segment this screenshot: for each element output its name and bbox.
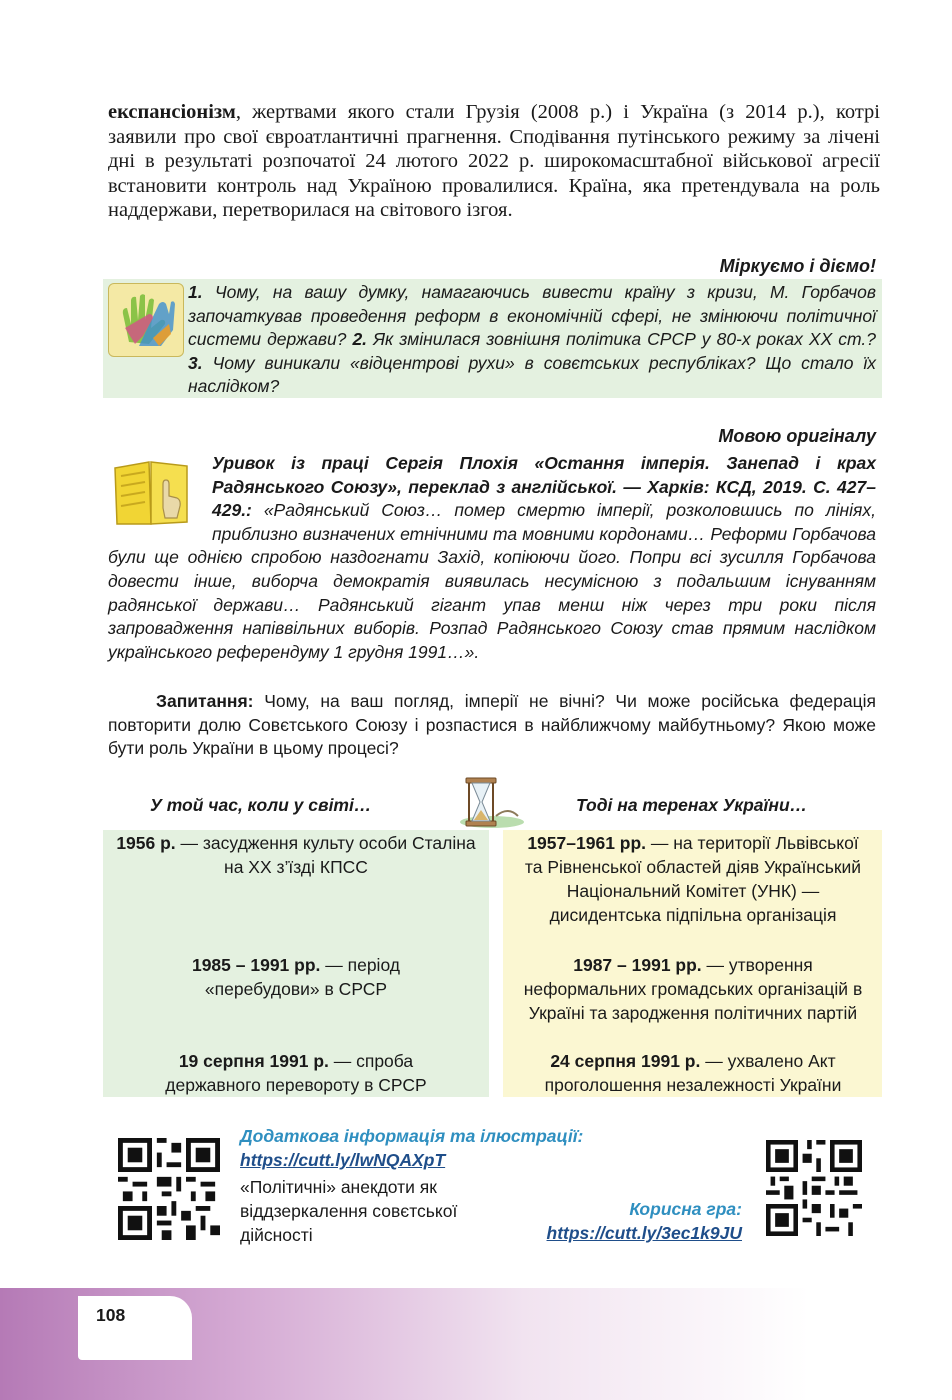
qr-code-icon[interactable]: [118, 1138, 220, 1240]
ukraine-event-date: 24 серпня 1991 р.: [550, 1051, 701, 1071]
question-text: Чому, на ваш погляд, імперії не вічні? Чи може російська федерація повторити долю Совєтського Союзу і розпастися в найближчому майбутньому? Якою може бути роль України в цьому процесі?: [108, 691, 876, 759]
original-quote: [108, 452, 876, 664]
game-title: Корисна гра:: [629, 1199, 742, 1219]
ukraine-event-date: 1957–1961 рр.: [527, 833, 647, 853]
q1-text: Чому, на вашу думку, намагаючись вивести країну з кризи, М. Горбачов започаткував проведення реформ в економічній сфері, не змінюючи політичної системи держави?: [188, 282, 876, 349]
world-event-date: 1956 р.: [116, 833, 176, 853]
intro-paragraph: [108, 100, 880, 223]
world-event-text: — період «перебудови» в СРСР: [204, 955, 401, 999]
info-title: Додаткова інформація та ілюстрації:: [240, 1126, 584, 1146]
ukraine-event: [518, 831, 868, 927]
original-source: Уривок із праці Сергія Плохія «Остання імперія. Занепад і крах Радянського Союзу», переклад з англійської. — Харків: КСД, 2019. С. 427–429.:: [212, 453, 876, 521]
world-event: [130, 1049, 462, 1097]
ukraine-event: [510, 1049, 876, 1097]
page-number: 108: [96, 1305, 126, 1325]
original-quote-text: «Радянський Союз… помер смертю імперії, розколовшись по лініях, приблизно визначених етнічними та мовними кордонами… Реформи Горбачова були ще однією спробою наздогнати Захід, копіюючи його. Попри всі зусилля Горбачова довести інше, виборча демократія виявилась несумісною з подальшим існуванням радянської держави… Радянський гігант упав менш ніж через три роки після запровадження напіввільних виборів. Розпад Радянського Союзу став прямим наслідком українського референдуму 1 грудня 1991…».: [108, 500, 876, 662]
qr-code-icon[interactable]: [766, 1140, 862, 1236]
q1-number: 1.: [188, 282, 203, 302]
question-paragraph: [108, 690, 876, 761]
world-event: [160, 953, 432, 1001]
world-event-date: 1985 – 1991 рр.: [191, 955, 321, 975]
original-heading: Мовою оригіналу: [718, 426, 876, 446]
think-heading: Міркуємо і діємо!: [719, 256, 876, 276]
ukraine-event-text: — ухвалено Акт проголошення незалежності України: [544, 1051, 842, 1095]
ukraine-column-heading: Тоді на теренах України…: [576, 795, 808, 815]
info-description: «Політичні» анекдоти як віддзеркалення совєтської дійсності: [240, 1177, 458, 1245]
hourglass-icon: [452, 776, 526, 830]
ukraine-event: [518, 953, 868, 1025]
q3-text: Чому виникали «відцентрові рухи» в совєтських республіках? Що стало їх наслідком?: [188, 352, 876, 396]
world-event-date: 19 серпня 1991 р.: [178, 1051, 329, 1071]
info-link[interactable]: https://cutt.ly/lwNQAXpT: [240, 1150, 446, 1170]
question-label: Запитання:: [156, 691, 254, 711]
world-event-text: — засудження культу особи Сталіна на XX з’їзді КПСС: [175, 833, 476, 877]
hands-icon: [108, 283, 184, 357]
world-event-text: — спроба державного перевороту в СРСР: [165, 1051, 427, 1095]
world-event: [110, 831, 482, 879]
intro-text: , жертвами якого стали Грузія (2008 р.) і Україна (з 2014 р.), котрі заявили про свої євроатлантичні прагнення. Сподівання путінського режиму за лічені дні в результаті розпочатої 24 лютого 2022 р. широкомасштабної військової агресії встановити контроль над Україною провалилися. Країна, яка претендувала на роль наддержави, перетворилася на світового ізгоя.: [108, 101, 880, 222]
q2-text: Як змінилася зовнішня політика СРСР у 80-х роках XX ст.?: [367, 329, 876, 349]
world-column-heading: У той час, коли у світі…: [150, 795, 372, 815]
q3-number: 3.: [188, 352, 203, 373]
think-questions: [188, 281, 876, 399]
ukraine-event-date: 1987 – 1991 рр.: [573, 955, 702, 975]
game-link[interactable]: https://cutt.ly/3ec1k9JU: [546, 1223, 742, 1243]
ukraine-event-text: — утворення неформальних громадських організацій в Україні та зародження політичних партій: [523, 955, 863, 1023]
ukraine-event-text: — на території Львівської та Рівненської областей діяв Український Національний Комітет (УНК) — дисидентська підпільна організація: [524, 833, 862, 925]
q2-number: 2.: [352, 329, 368, 349]
intro-bold-term: експансіонізм: [108, 101, 236, 123]
